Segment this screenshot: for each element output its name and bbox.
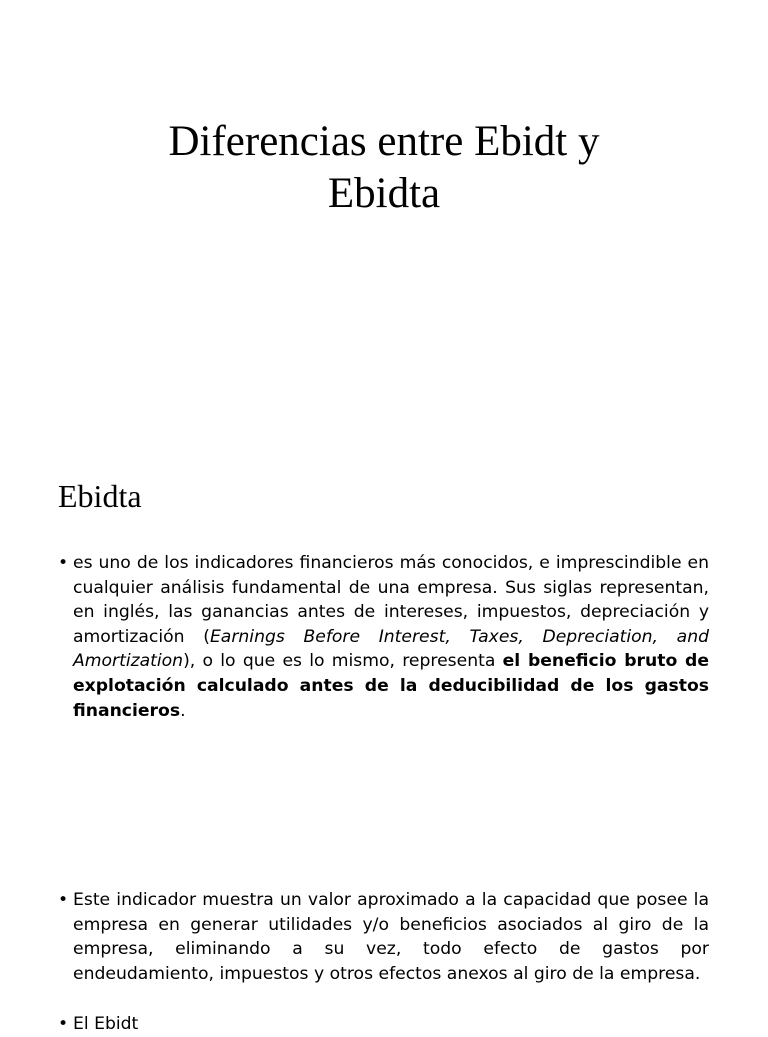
bullet-text bbox=[73, 551, 709, 723]
bullet-item-definition bbox=[58, 551, 709, 723]
bullet-item-indicator bbox=[58, 888, 709, 986]
bullet-text-italic: Earnings Before Interest, Taxes, Depreciation, and Amortization bbox=[73, 626, 710, 672]
bullet-text-part-3: . bbox=[180, 700, 186, 721]
bullet-marker: • bbox=[58, 890, 69, 910]
slide-title-line-2: Ebidta bbox=[327, 170, 441, 217]
bullet-text: Este indicador muestra un valor aproximado a la capacidad que posee la empresa en generar utilidades y/o beneficios asociados al giro de la empresa, eliminando a su vez, todo efecto de gastos por endeudamiento, impuestos y otros efectos anexos al giro de la empresa. bbox=[73, 890, 709, 984]
bullet-marker: • bbox=[58, 1014, 69, 1034]
slide-title-line-1: Diferencias entre Ebidt y bbox=[168, 118, 600, 165]
bullet-text-part-2: ), o lo que es lo mismo, representa bbox=[183, 651, 503, 672]
bullet-marker: • bbox=[58, 553, 69, 573]
bullet-text-part-1: es uno de los indicadores financieros más conocidos, e imprescindible en cualquier análisis fundamental de una empresa. Sus siglas representan, en inglés, las ganancias antes de intereses, impuestos, depreciación y amortización ( bbox=[73, 553, 709, 647]
bullet-item-ebidt bbox=[58, 1012, 709, 1037]
bullet-text-bold: el beneficio bruto de explotación calculado antes de la deducibilidad de los gastos financieros bbox=[73, 651, 709, 721]
bullet-text: El Ebidt bbox=[73, 1014, 139, 1034]
slide-title bbox=[60, 116, 708, 220]
section-heading: Ebidta bbox=[58, 478, 142, 514]
